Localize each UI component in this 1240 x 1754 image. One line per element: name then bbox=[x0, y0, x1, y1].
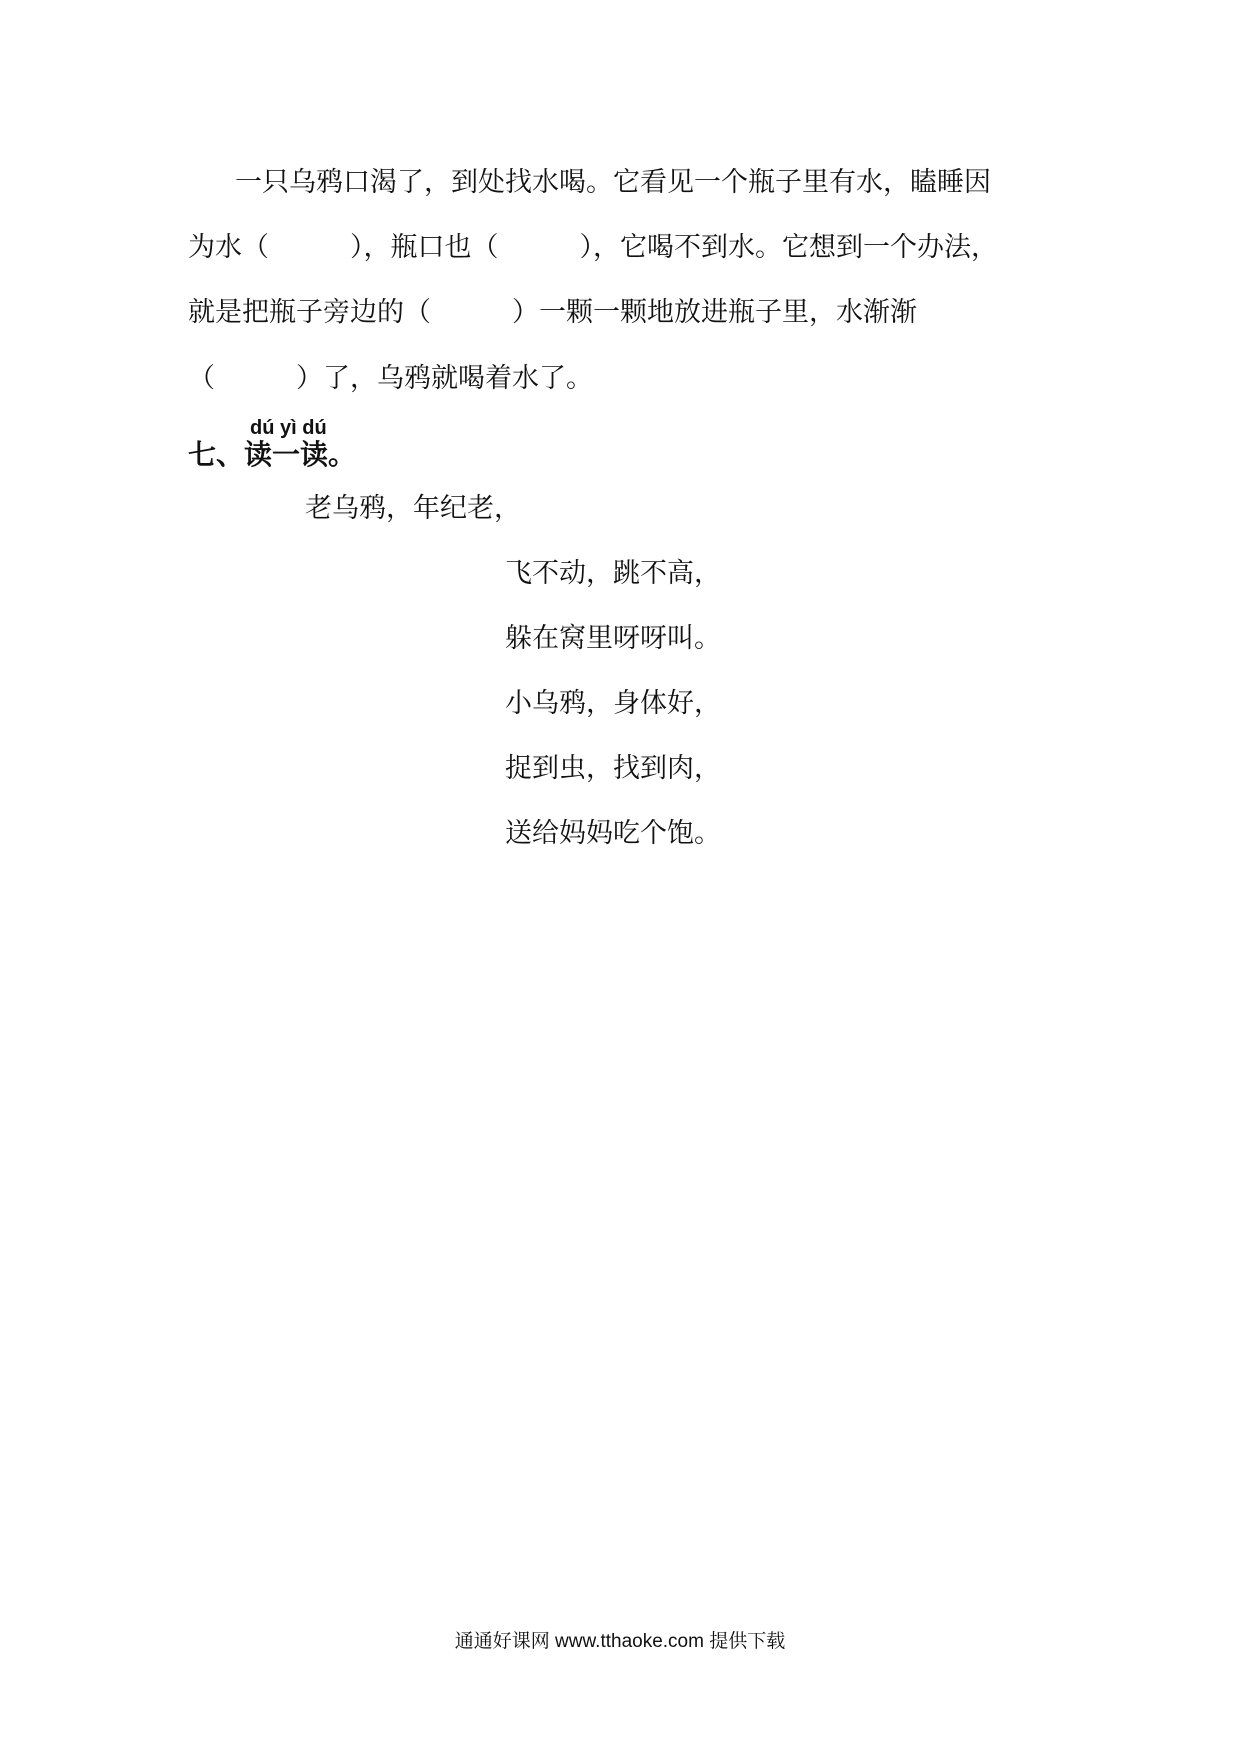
passage-line-3: 就是把瓶子旁边的（ ）一颗一颗地放进瓶子里，水渐渐 bbox=[188, 297, 917, 328]
section-7-pinyin: dú yì dú bbox=[250, 417, 327, 439]
passage-line-1: 一只乌鸦口渴了，到处找水喝。它看见一个瓶子里有水，瞌睡因 bbox=[235, 167, 991, 198]
poem-line-4: 小乌鸦，身体好， bbox=[505, 688, 721, 719]
passage-line-4: （ ）了，乌鸦就喝着水了。 bbox=[188, 363, 593, 394]
passage-line-2: 为水（ ），瓶口也（ ），它喝不到水。它想到一个办法， bbox=[188, 232, 998, 263]
section-7-heading: 七、读一读。 bbox=[188, 438, 357, 471]
poem-line-1: 老乌鸦，年纪老， bbox=[305, 493, 521, 524]
poem-line-5: 捉到虫，找到肉， bbox=[505, 753, 721, 784]
poem-line-6: 送给妈妈吃个饱。 bbox=[505, 818, 721, 849]
footer-text: 通通好课网 www.tthaoke.com 提供下载 bbox=[454, 1631, 786, 1652]
poem-line-2: 飞不动，跳不高， bbox=[505, 558, 721, 589]
poem-line-3: 躲在窝里呀呀叫。 bbox=[505, 623, 721, 654]
